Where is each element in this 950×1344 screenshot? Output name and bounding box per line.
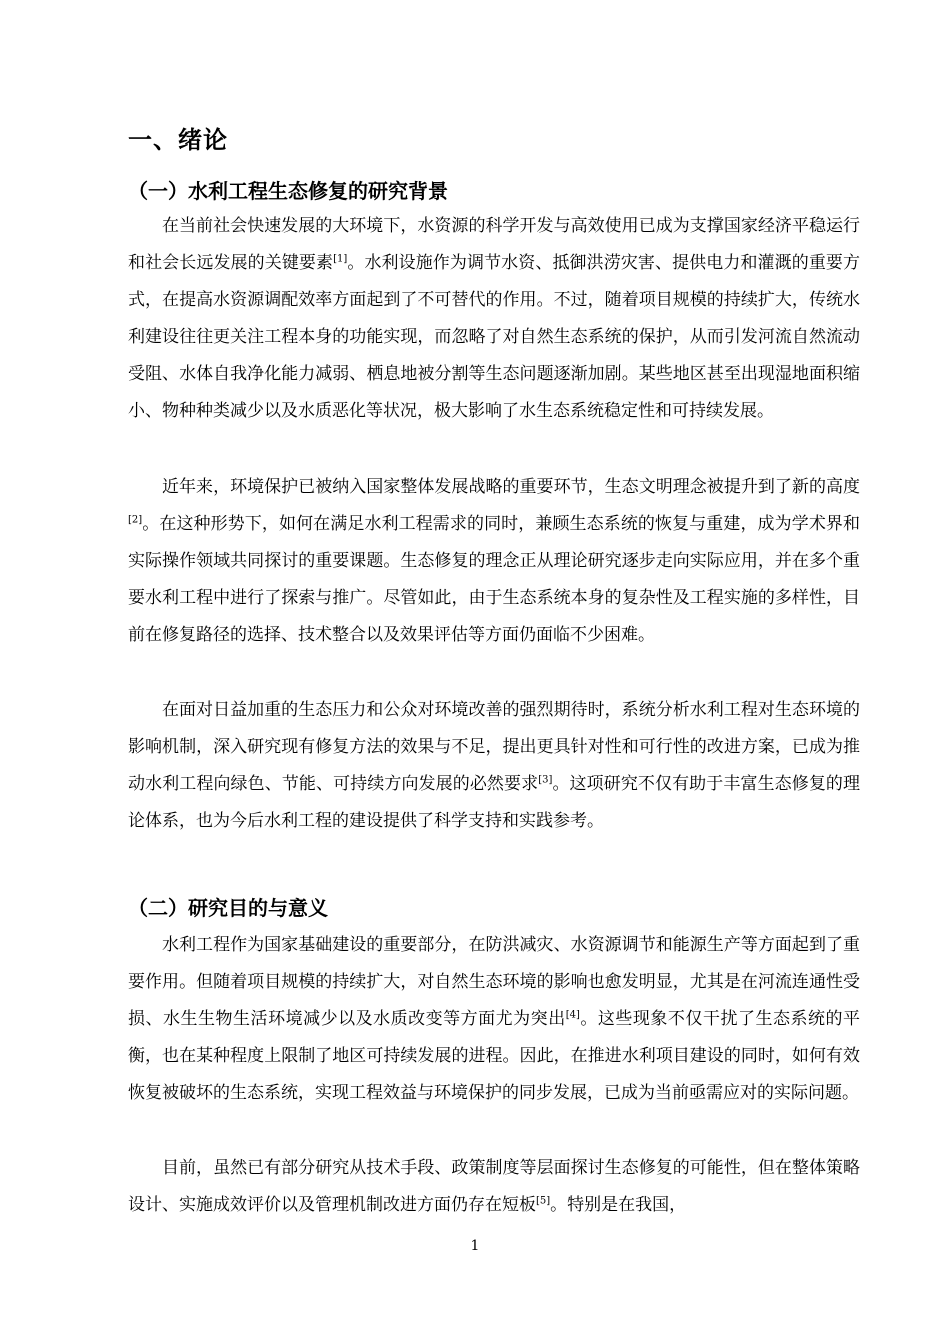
paragraph-text: 。这些现象不仅干扰了生态系统的平衡，也在某种程度上限制了地区可持续发展的进程。因此，在推进水利项目建设的同时，如何有效恢复被破坏的生态系统，实现工程效益与环境保护的同步发展，已成为当前亟需应对的实际问题。 <box>128 1009 861 1103</box>
paragraph-text: 在面对日益加重的生态压力和公众对环境改善的强烈期待时，系统分析水利工程对生态环境的影响机制，深入研究现有修复方法的效果与不足，提出更具针对性和可行性的改进方案，已成为推动水利工程向绿色、节能、可持续方向发展的必然要求 <box>128 700 860 794</box>
citation-ref: [3] <box>538 774 553 786</box>
paragraph-text: 。水利设施作为调节水资、抵御洪涝灾害、提供电力和灌溉的重要方式，在提高水资源调配效率方面起到了不可替代的作用。不过，随着项目规模的持续扩大，传统水利建设往往更关注工程本身的功能实现，而忽略了对自然生态系统的保护，从而引发河流自然流动受阻、水体自我净化能力减弱、栖息地被分割等生态问题逐渐加剧。某些地区甚至出现湿地面积缩小、物种种类减少以及水质恶化等状况，极大影响了水生态系统稳定性和可持续发展。 <box>128 253 860 421</box>
paragraph-text: 近年来，环境保护已被纳入国家整体发展战略的重要环节，生态文明理念被提升到了新的高度 <box>162 477 860 497</box>
paragraph-purpose-1 <box>128 927 860 1112</box>
paragraph-purpose-2 <box>128 1150 860 1224</box>
paragraph-background-3 <box>128 692 860 840</box>
paragraph-text: 。在这种形势下，如何在满足水利工程需求的同时，兼顾生态系统的恢复与重建，成为学术界和实际操作领域共同探讨的重要课题。生态修复的理念正从理论研究逐步走向实际应用，并在多个重要水利工程中进行了探索与推广。尽管如此，由于生态系统本身的复杂性及工程实施的多样性，目前在修复路径的选择、技术整合以及效果评估等方面仍面临不少困难。 <box>128 514 860 645</box>
paragraph-text: 。特别是在我国， <box>550 1195 687 1215</box>
paragraph-text: 水利工程作为国家基础建设的重要部分，在防洪减灾、水资源调节和能源生产等方面起到了重要作用。但随着项目规模的持续扩大，对自然生态环境的影响也愈发明显，尤其是在河流连通性受损、水生生物生活环境减少以及水质改变等方面尤为突出 <box>128 935 860 1029</box>
paragraph-text: 在当前社会快速发展的大环境下，水资源的科学开发与高效使用已成为支撑国家经济平稳运行和社会长远发展的关键要素 <box>128 216 860 273</box>
chapter-heading: 一、绪论 <box>128 126 228 154</box>
paragraph-background-2 <box>128 469 860 654</box>
paragraph-background-1 <box>128 208 860 430</box>
section-heading-background: （一）水利工程生态修复的研究背景 <box>128 179 448 203</box>
citation-ref: [5] <box>536 1195 551 1207</box>
section-heading-purpose: （二）研究目的与意义 <box>128 896 328 920</box>
citation-ref: [4] <box>565 1009 580 1021</box>
paragraph-text: 目前，虽然已有部分研究从技术手段、政策制度等层面探讨生态修复的可能性，但在整体策略设计、实施成效评价以及管理机制改进方面仍存在短板 <box>128 1158 860 1215</box>
page-number: 1 <box>470 1238 480 1254</box>
citation-ref: [1] <box>333 253 348 265</box>
citation-ref: [2] <box>128 514 143 526</box>
paragraph-text: 。这项研究不仅有助于丰富生态修复的理论体系，也为今后水利工程的建设提供了科学支持和实践参考。 <box>128 774 860 831</box>
